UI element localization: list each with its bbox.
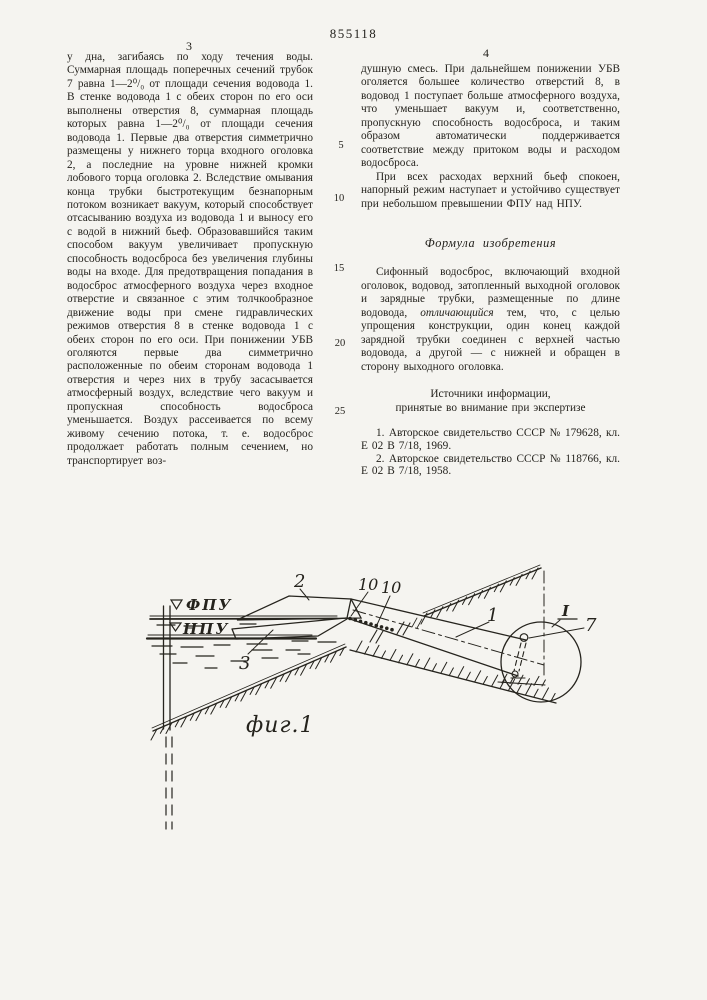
claims-heading: Формула изобретения bbox=[424, 235, 557, 250]
charging-tube-dots bbox=[348, 617, 394, 632]
label-part-10a: 10 bbox=[358, 575, 379, 594]
line-marker-5: 5 bbox=[338, 140, 344, 151]
claim-text: тем, что, с целью упрощения конструкции, один конец каждой зарядной трубки соединен с верхней частью водовода, а другой — с нижней и обращен в сторону выходного оголовка. bbox=[361, 306, 620, 373]
water-level-lower-icon bbox=[170, 623, 181, 631]
charging-tube-outlet bbox=[520, 634, 528, 642]
dam-embankment bbox=[151, 565, 556, 740]
leader-2 bbox=[300, 589, 309, 600]
body-paragraph: При всех расходах верхний бьеф спокоен, напорный режим наступает и устойчиво существует при небольшом превышении ФПУ над НПУ. bbox=[361, 170, 620, 210]
claim-paragraph bbox=[361, 266, 620, 374]
label-detail-I: I bbox=[562, 602, 570, 620]
water-level-upper-icon bbox=[171, 600, 182, 609]
text-column-right bbox=[361, 63, 620, 478]
sources-heading-line1: Источники информации, bbox=[430, 388, 551, 401]
body-paragraph: у дна, загибаясь по ходу течения воды. Суммарная площадь поперечных сечений трубок 7 равна 1—2⁰/₀ от площади сечения водовода 1. В стенке водовода 1 с обеих сторон по его оси выполнены отверстия 8, суммарная площадь которых равна 1—2⁰/₀ от площади сечения водовода 1. Первые два отверстия симметрично размещены у нижнего торца входного оголовка 2, а последние на уровне нижней кромки лобового торца оголовка 2. Вследствие омывания конца трубки быстротекущим безнапорным потоком возникает вакуум, который способствует отсасыванию воздуха из водовода 1 и выносу его с водой в нижний бьеф. Образовавшийся таким способом вакуум увеличивает пропускную способность водосброса без увеличения глубины воды на входе. Для предотвращения попадания в водосброс атмосферного воздуха через входное отверстие и связанное с этим толчкообразное движение воды при смене гидравлических режимов отверстия 8 в стенке водовода 1 с обеих сторон по его оси. При понижении УБВ оголяются первые два симметрично расположенные по обеим сторонам водовода 1 отверстия и через них в трубу засасывается атмосферный воздух, вследствие чего вакуум и пропускная способность водосброса уменьшается. Воздух рассеивается по всему живому сечению потока, т. е. водосброс продолжает работать полным сечением, но транспортирует воз- bbox=[67, 51, 313, 467]
water-surface-dashes bbox=[152, 624, 336, 668]
label-npu: НПУ bbox=[183, 620, 230, 638]
upstream-slope bbox=[153, 647, 346, 731]
reference-item: 2. Авторское свидетельство СССР № 118766, кл. Е 02 В 7/18, 1958. bbox=[361, 452, 620, 478]
ground-hatching bbox=[151, 568, 555, 740]
line-marker-20: 20 bbox=[334, 338, 346, 349]
downstream-edge bbox=[350, 650, 556, 703]
leader-7 bbox=[529, 628, 584, 638]
sources-heading-line2: принятые во внимание при экспертизе bbox=[395, 401, 586, 414]
label-part-2: 2 bbox=[294, 571, 306, 592]
hood-upper-plate bbox=[237, 596, 361, 620]
inlet-hood bbox=[232, 596, 361, 639]
line-marker-15: 15 bbox=[333, 263, 345, 274]
detail-circle bbox=[501, 622, 581, 702]
gauge-pole bbox=[164, 606, 173, 829]
outlet-detail bbox=[501, 571, 581, 702]
pipe-axis-line bbox=[353, 610, 544, 665]
figure-caption: фиг.1 bbox=[246, 713, 315, 738]
label-part-10b: 10 bbox=[381, 578, 402, 597]
hood-lower-plate bbox=[232, 618, 347, 639]
references-list bbox=[361, 427, 620, 478]
claim-emphasis: отличающийся bbox=[420, 306, 494, 319]
label-fpu: ФПУ bbox=[186, 596, 233, 614]
page-number-left: 3 bbox=[186, 39, 192, 53]
line-marker-25: 25 bbox=[334, 406, 346, 417]
label-part-3: 3 bbox=[239, 653, 251, 674]
conduit-pipe bbox=[347, 599, 544, 676]
figure-labels bbox=[182, 571, 597, 738]
leader-10a bbox=[351, 592, 368, 616]
sources-heading bbox=[361, 388, 620, 415]
tube-lower-end bbox=[512, 671, 518, 677]
break-marks bbox=[370, 618, 422, 643]
reservoir-water-levels bbox=[147, 600, 337, 668]
label-part-1: 1 bbox=[487, 605, 499, 626]
patent-number: 855118 bbox=[329, 26, 378, 41]
leader-lines bbox=[248, 589, 584, 654]
claim-text: Сифонный водосброс, включающий входной оголовок, водовод, затопленный выходной оголовок и зарядные трубки, размещенные по длине водовода, bbox=[361, 266, 620, 319]
upstream-slope-upper bbox=[424, 568, 541, 616]
leader-10b bbox=[376, 596, 390, 627]
leader-3 bbox=[248, 630, 273, 654]
leader-I bbox=[552, 620, 560, 627]
tube-hidden-lines bbox=[514, 643, 526, 671]
body-paragraph: душную смесь. При дальнейшем понижении УБВ оголяется большее количество отверстий 8, в водовод 1 поступает больше атмосферного воздуха, что уменьшает вакуум и, соответственно, пропускную способность водосброса, и таким образом автоматически поддерживается соответствие между притоком воды и расходом водосброса. bbox=[361, 63, 620, 170]
outlet-ground-line bbox=[498, 682, 545, 685]
page-number-right: 4 bbox=[483, 46, 489, 60]
reference-item: 1. Авторское свидетельство СССР № 179628, кл. Е 02 В 7/18, 1969. bbox=[361, 426, 620, 452]
line-marker-10: 10 bbox=[333, 193, 345, 204]
label-part-7: 7 bbox=[585, 615, 597, 636]
leader-1 bbox=[456, 622, 489, 637]
text-column-left bbox=[67, 51, 313, 468]
pipe-bend bbox=[347, 599, 351, 618]
